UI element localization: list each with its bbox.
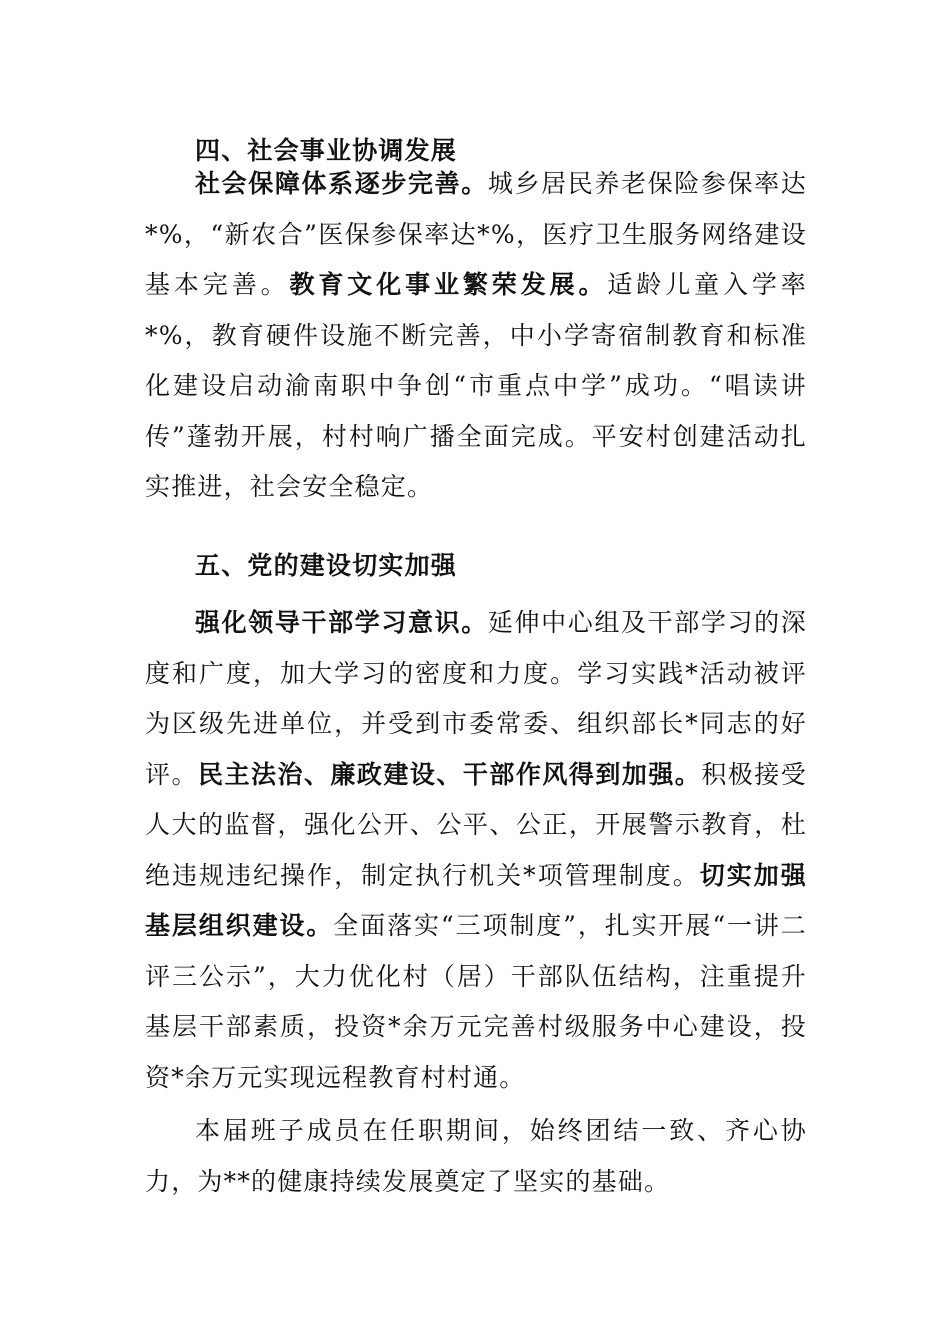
section-4-heading: 四、社会事业协调发展	[195, 136, 458, 165]
body-text: 适龄儿童入学率*%，教育硬件设施不断完善，中小学寄宿制教育和标准化建设启动渝南职中争创“市重点中学”成功。“唱读讲传”蓬勃开展，村村响广播全面完成。平安村创建活动扎实推进，社会安全稳定。	[145, 270, 807, 501]
body-text: 全面落实“三项制度”，扎实开展“一讲二评三公示”，大力优化村（居）干部队伍结构，注重提升基层干部素质，投资*余万元完善村级服务中心建设，投资*余万元实现远程教育村村通。	[145, 911, 807, 1092]
body-text: 城乡居民养老保险参保率达*%，“新农合”医保参保率达*%，医疗卫生服务网络建设基本完善。	[145, 169, 808, 299]
section-5-paragraph	[145, 598, 807, 1103]
section-5-body	[145, 598, 807, 1103]
section-4-paragraph	[145, 159, 807, 513]
body-text: 积极接受人大的监督，强化公开、公平、公正，开展警示教育，杜绝违规违纪操作，制定执行机关*项管理制度。	[145, 759, 807, 890]
section-4-body	[145, 159, 807, 513]
body-text: 延伸中心组及干部学习的深度和广度，加大学习的密度和力度。学习实践*活动被评为区级先进单位，并受到市委常委、组织部长*同志的好评。	[145, 608, 808, 789]
closing-paragraph: 本届班子成员在任职期间，始终团结一致、齐心协力，为**的健康持续发展奠定了坚实的基础。	[145, 1116, 807, 1196]
lead-sentence-education-culture: 教育文化事业繁荣发展。	[289, 270, 608, 299]
lead-sentence-democracy-integrity: 民主法治、廉政建设、干部作风得到加强。	[197, 759, 702, 789]
lead-sentence-grassroots-organization: 切实加强基层组织建设。	[145, 860, 808, 940]
section-5-heading: 五、党的建设切实加强	[195, 551, 458, 580]
closing-block	[145, 1106, 807, 1207]
lead-sentence-leadership-study: 强化领导干部学习意识。	[195, 608, 488, 637]
section-5-block	[145, 541, 807, 592]
lead-sentence-social-security: 社会保障体系逐步完善。	[195, 169, 488, 198]
